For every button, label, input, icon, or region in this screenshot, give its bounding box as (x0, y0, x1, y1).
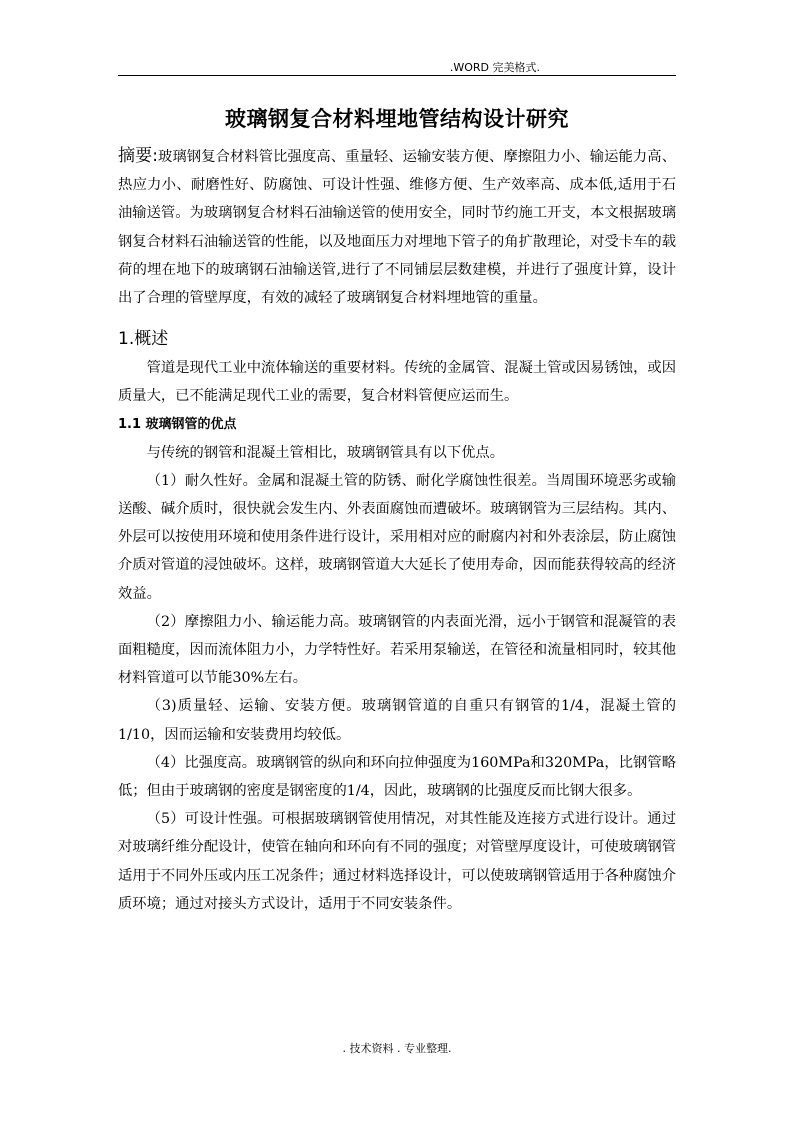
advantage-item-1: （1）耐久性好。金属和混凝土管的防锈、耐化学腐蚀性很差。当周围环境恶劣或输送酸、碱介质时，很快就会发生内、外表面腐蚀而遭破坏。玻璃钢管为三层结构。其内、外层可以按使用环境和使用条件进行设计，采用相对应的耐腐内衬和外表涂层，防止腐蚀介质对管道的浸蚀破坏。这样，玻璃钢管道大大延长了使用寿命，因而能获得较高的经济效益。 (118, 472, 676, 602)
section-heading: 1.概述 (118, 329, 169, 350)
abstract-paragraph (118, 142, 676, 312)
advantage-item-4: （4）比强度高。玻璃钢管的纵向和环向拉伸强度为160MPa和320MPa，比钢管略低；但由于玻璃钢的密度是钢密度的1/4，因此，玻璃钢的比强度反而比钢大很多。 (118, 754, 676, 800)
page-footer (0, 1040, 794, 1056)
advantage-item-3: （3)质量轻、运输、安装方便。玻璃钢管道的自重只有钢管的1/4，混凝土管的1/10，因而运输和安装费用均较低。 (118, 698, 676, 743)
subsection-heading: 1.1 玻璃钢管的优点 (118, 416, 237, 432)
section-intro: 管道是现代工业中流体输送的重要材料。传统的金属管、混凝土管或因易锈蚀，或因质量大，已不能满足现代工业的需要，复合材料管便应运而生。 (118, 360, 676, 405)
page-header (118, 57, 676, 76)
abstract-text: 玻璃钢复合材料管比强度高、重量轻、运输安装方便、摩擦阻力小、输运能力高、热应力小、耐磨性好、防腐蚀、可设计性强、维修方便、生产效率高、成本低,适用于石油输送管。为玻璃钢复合材料石油输送管的使用安全，同时节约施工开支，本文根据玻璃钢复合材料石油输送管的性能，以及地面压力对埋地下管子的角扩散理论，对受卡车的载荷的埋在地下的玻璃钢石油输送管,进行了不同铺层层数建模，并进行了强度计算，设计出了合理的管壁厚度，有效的减轻了玻璃钢复合材料埋地管的重量。 (118, 149, 676, 307)
subsection-intro: 与传统的钢管和混凝土管相比，玻璃钢管具有以下优点。 (146, 444, 505, 461)
advantage-item-5: （5）可设计性强。可根据玻璃钢管使用情况，对其性能及连接方式进行设计。通过对玻璃纤维分配设计，使管在轴向和环向有不同的强度；对管壁厚度设计，可使玻璃钢管适用于不同外压或内压工况条件；通过材料选择设计，可以使玻璃钢管适用于各种腐蚀介质环境；通过对接头方式设计，适用于不同安装条件。 (118, 811, 676, 912)
advantage-item-2: （2）摩擦阻力小、输运能力高。玻璃钢管的内表面光滑，远小于钢管和混凝管的表面粗糙度，因而流体阻力小，力学特性好。若采用泵输送，在管径和流量相同时，较其他材料管道可以节能30%左右。 (118, 613, 676, 687)
footer-text: . 技术资料 . 专业整理. (342, 1042, 452, 1055)
document-body (118, 142, 676, 918)
header-text: .WORD 完美格式. (449, 61, 540, 74)
document-title: 玻璃钢复合材料埋地管结构设计研究 (225, 107, 569, 131)
abstract-label: 摘要: (118, 146, 158, 166)
